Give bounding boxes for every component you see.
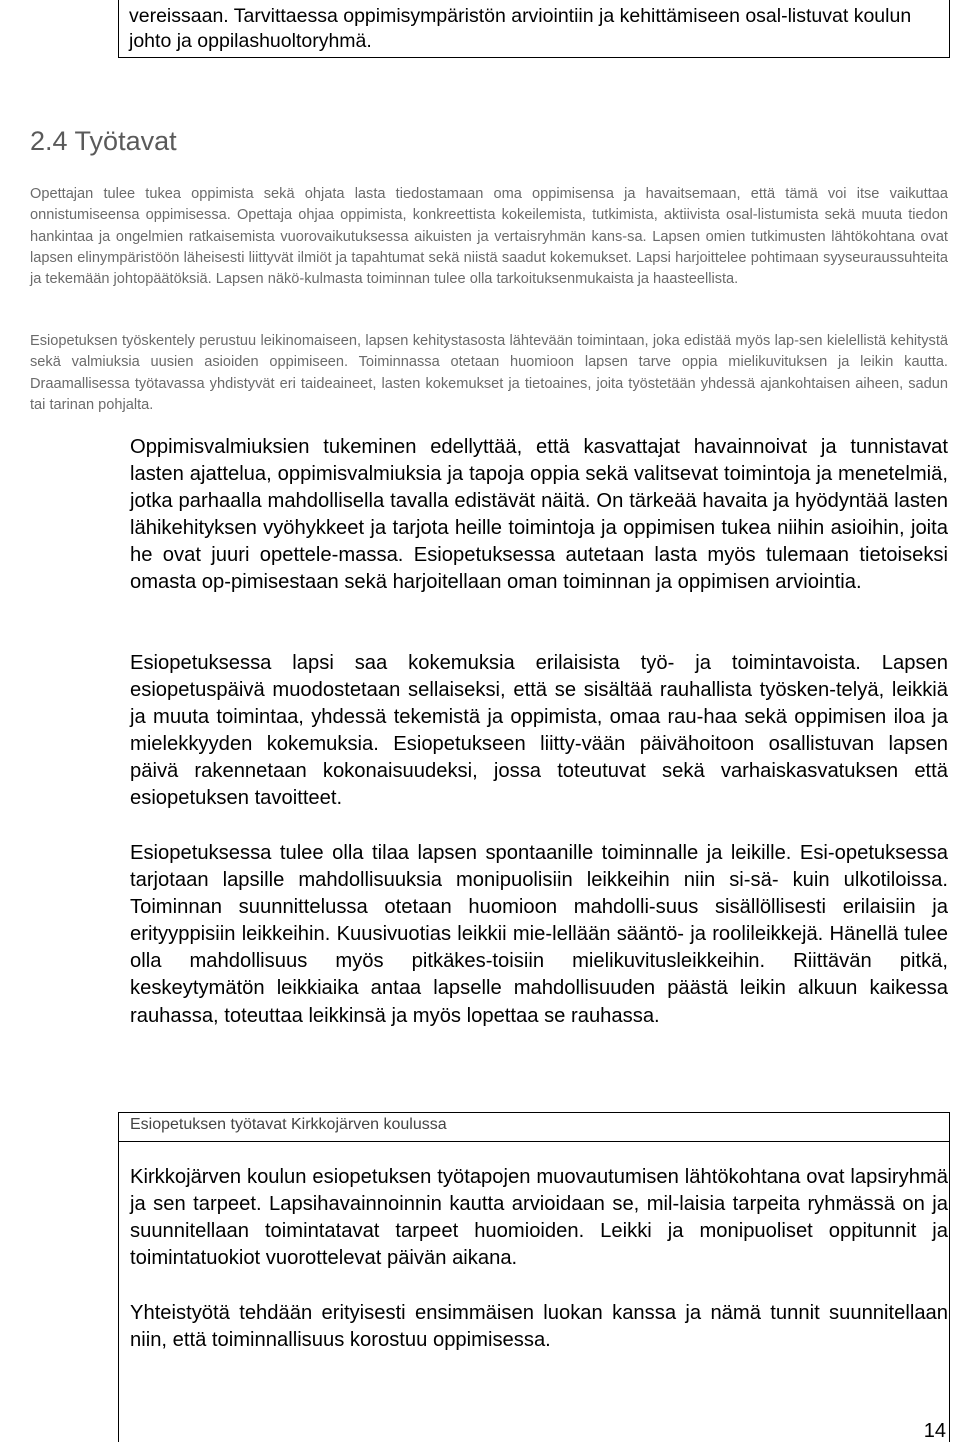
paragraph-large-1: Oppimisvalmiuksien tukeminen edellyttää, että kasvattajat havainnoivat ja tunnistavat lasten ajattelua, oppimisvalmiuksia ja tapoja oppia sekä valitsevat toimintoja ja menetelmiä, jotka parhaalla mahdollisella tavalla edistävät näitä. On tärkeää havaita ja hyödyntää lasten lähikehityksen vyöhykkeet ja tarjota heille toimintoja ja oppimisen tukea niihin asioihin, joita he ovat juuri opettele-massa. Esiopetuksessa autetaan lasta myös tulemaan tietoiseksi omasta op-pimisestaan sekä harjoitellaan oman toiminnan ja oppimisen arviointia.	[130, 436, 948, 594]
section-box	[118, 1112, 950, 1442]
section-paragraph-1: Kirkkojärven koulun esiopetuksen työtapojen muovautumisen lähtökohtana ovat lapsiryhmä ja sen tarpeet. Lapsihavainnoinnin kautta arvioidaan se, mil-laisia tarpeita ryhmässä on ja suunnitellaan toimintatavat tarpeet huomioiden. Leikki ja monipuoliset oppitunnit ja toimintatuokiot vuorottelevat päivän aikana.	[130, 1166, 948, 1270]
section-paragraph-2: Yhteistyötä tehdään erityisesti ensimmäisen luokan kanssa ja nämä tunnit suunnitellaan niin, että toiminnallisuus korostuu oppimisessa.	[130, 1302, 948, 1352]
continued-text-box	[118, 0, 950, 58]
section-title: Esiopetuksen työtavat Kirkkojärven koulussa	[130, 1116, 447, 1133]
page-number: 14	[923, 1420, 946, 1442]
paragraph-small-1: Opettajan tulee tukea oppimista sekä ohjata lasta tiedostamaan oma oppimisensa ja havaitsemaan, että tämä voi itse vaikuttaa onnistumiseensa oppimisessa. Opettaja ohjaa oppimista, konkreettista kokeilemista, tutkimista, aktiivista osal-listumista sekä muuta tiedon hankintaa ja ongelmien ratkaisemista vuorovaikutuksessa aikuisten ja vertaisryhmän kans-sa. Lapsen omien tutkimusten lähtökohtana ovat lapsen elinympäristöön läheisesti liittyvät ilmiöt ja tapahtumat sekä niistä saadut kokemukset. Lapsi harjoittelee pohtimaan syyseuraussuhteita ja tekemään johtopäätöksiä. Lapsen näkö-kulmasta toiminnan tulee olla tarkoituksenmukaista ja haasteellista.	[30, 186, 948, 288]
paragraph-large-2: Esiopetuksessa lapsi saa kokemuksia erilaisista työ- ja toimintavoista. Lapsen esiopetuspäivä muodostetaan sellaiseksi, että se sisältää rauhallista työsken-telyä, leikkiä ja muuta toimintaa, yhdessä tekemistä ja oppimista, omaa rau-haa sekä oppimisen iloa ja mielekkyyden kokemuksia. Esiopetukseen liitty-vään päivähoitoon osallistuvan lapsen päivä rakennetaan kokonaisuudeksi, jossa toteutuvat sekä varhaiskasvatuksen että esiopetuksen tavoitteet.	[130, 652, 948, 810]
paragraph-small-2: Esiopetuksen työskentely perustuu leikinomaiseen, lapsen kehitystasosta lähtevään toimintaan, joka edistää myös lap-sen kielellistä kehitystä sekä valmiuksia uusien asioiden oppimiseen. Toiminnassa otetaan huomioon lapsen tarve oppia mielikuvituksen ja leikin kautta. Draamallisessa työtavassa yhdistyvät eri taideaineet, lasten kokemukset ja tietoaines, joita työstetään yhdessä ajankohtaisen aiheen, sadun tai tarinan pohjalta.	[30, 333, 948, 413]
paragraph-large-3: Esiopetuksessa tulee olla tilaa lapsen spontaanille toiminnalle ja leikille. Esi-opetuksessa tarjotaan lapsille mahdollisuuksia monipuolisiin leikkeihin niin si-sä- kuin ulkotiloissa. Toiminnan suunnittelussa otetaan huomioon mahdolli-suus sisällöllisesti erilaisiin ja erityyppisiin leikkeihin. Kuusivuotias leikkii mie-lellään sääntö- ja roolileikkejä. Hänellä tulee olla mahdollisuus myös pitkäkes-toisiin mielikuvitusleikkeihin. Riittävän pitkä, keskeytymätön leikkiaika antaa lapselle mahdollisuuden päästä leikin alkuun kaikessa rauhassa, toteuttaa leikkinsä ja myös lopettaa se rauhassa.	[130, 842, 948, 1027]
section-title-divider	[118, 1141, 950, 1142]
continued-text: vereissaan. Tarvittaessa oppimisympäristön arviointiin ja kehittämiseen osal-listuvat koulun johto ja oppilashuoltoryhmä.	[129, 5, 912, 52]
section-heading: 2.4 Työtavat	[30, 126, 177, 156]
